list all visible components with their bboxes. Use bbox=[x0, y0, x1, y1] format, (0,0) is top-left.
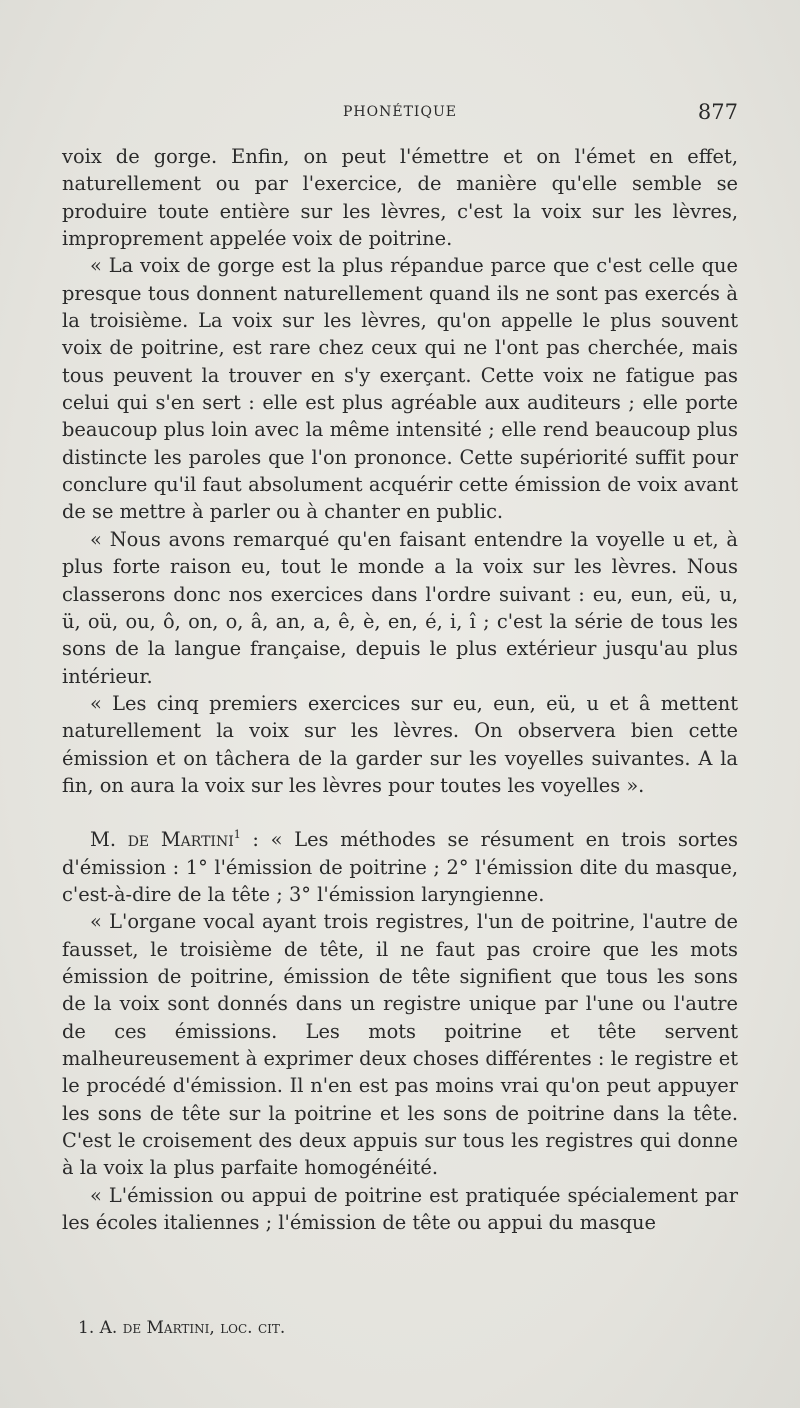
footnote-text: A. de Martini, loc. cit. bbox=[99, 1318, 286, 1338]
page-number: 877 bbox=[697, 100, 738, 124]
paragraph-7: « L'émission ou appui de poitrine est pratiquée spécialement par les écoles italiennes ; l'émission de tête ou appui du masque bbox=[62, 1183, 738, 1235]
footnote bbox=[78, 1318, 738, 1338]
paragraph-4: « Les cinq premiers exercices sur eu, eun, eü, u et â mettent naturellement la voix sur les lèvres. On observera bien cette émission et on tâchera de la garder sur les voyelles suivantes. A la fin, on aura la voix sur les lèvres pour toutes les voyelles ». bbox=[62, 691, 738, 797]
footnote-reference: 1 bbox=[233, 828, 241, 842]
paragraph-6: « L'organe vocal ayant trois registres, l'un de poitrine, l'autre de fausset, le troisième de tête, il ne faut pas croire que les mots émission de poitrine, émission de tête signifient que tous les sons de la voix sont donnés dans un registre unique par l'une ou l'autre de ces émissions. Les mots poitrine et tête servent malheureusement à exprimer deux choses différentes : le registre et le procédé d'émission. Il n'en est pas moins vrai qu'on peut appuyer les sons de tête sur la poitrine et les sons de poitrine dans la tête. C'est le croisement des deux appuis sur tous les registres qui donne à la voix la plus parfaite homogénéité. bbox=[62, 910, 738, 1180]
running-title: PHONÉTIQUE bbox=[343, 104, 457, 120]
paragraph-5-text: « Les méthodes se résument en trois sortes d'émission : 1° l'émission de poitrine ; 2° l'émission dite du masque, c'est-à-dire de la tête ; 3° l'émission laryngienne. bbox=[62, 828, 738, 906]
page-header bbox=[62, 100, 738, 130]
paragraph-3: « Nous avons remarqué qu'en faisant entendre la voyelle u et, à plus forte raison eu, tout le monde a la voix sur les lèvres. Nous classerons donc nos exercices dans l'ordre suivant : eu, eun, eü, u, ü, oü, ou, ô, on, o, â, an, a, ê, è, en, é, i, î ; c'est la série de tous les sons de la langue française, depuis le plus extérieur jusqu'au plus intérieur. bbox=[62, 527, 738, 688]
paragraph-2: « La voix de gorge est la plus répandue parce que c'est celle que presque tous donnent naturellement quand ils ne sont pas exercés à la troisième. La voix sur les lèvres, qu'on appelle le plus souvent voix de poitrine, est rare chez ceux qui ne l'ont pas cherchée, mais tous peuvent la trouver en s'y exerçant. Cette voix ne fatigue pas celui qui s'en sert : elle est plus agréable aux auditeurs ; elle porte beaucoup plus loin avec la même intensité ; elle rend beaucoup plus distincte les paroles que l'on prononce. Cette supériorité suffit pour conclure qu'il faut absolument acquérir cette émission de voix avant de se mettre à parler ou à chanter en public. bbox=[62, 254, 738, 524]
author-name: M. de Martini bbox=[90, 828, 234, 852]
body-text bbox=[62, 143, 738, 1236]
paragraph-5: M. de Martini$^1$ : « Les méthodes se résument en trois sortes d'émission : 1° l'émission de poitrine ; 2° l'émission dite du masque, c'est-à-dire de la tête ; 3° l'émission laryngienne. bbox=[62, 828, 738, 906]
paragraph-1: voix de gorge. Enfin, on peut l'émettre et on l'émet en effet, naturellement ou par l'exercice, de manière qu'elle semble se produire toute entière sur les lèvres, c'est la voix sur les lèvres, improprement appelée voix de poitrine. bbox=[62, 145, 738, 251]
footnote-number: 1. bbox=[78, 1318, 95, 1338]
